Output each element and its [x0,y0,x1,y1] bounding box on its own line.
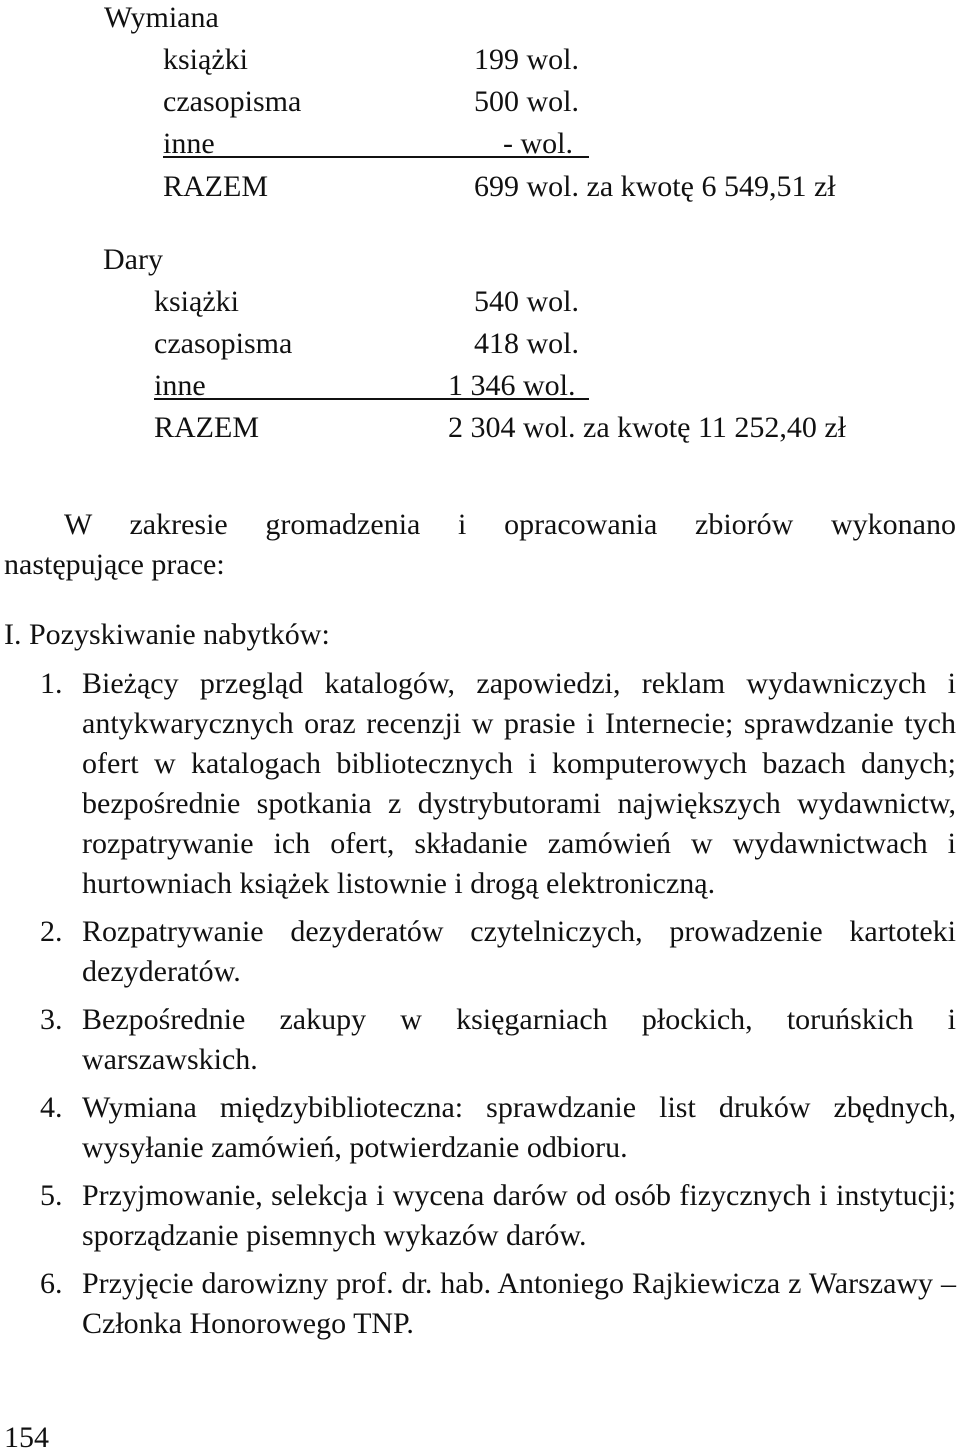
gifts-value-other: 1 346 wol. [448,369,576,402]
list-item-number: 4. [40,1091,63,1124]
list-item-number: 6. [40,1267,63,1300]
exchange-value-periodicals: 500 wol. [474,85,579,118]
gifts-label-periodicals: czasopisma [154,327,293,360]
list-item-text: Rozpatrywanie dezyderatów czytelniczych, prowadzenie kartoteki dezyderatów. [82,915,956,988]
list-item-text: Bezpośrednie zakupy w księgarniach płockich, toruńskich i warszawskich. [82,1003,956,1076]
exchange-label-other: inne [163,127,215,160]
list-item-number: 3. [40,1003,63,1036]
exchange-value-books: 199 wol. [474,43,579,76]
list-item-number: 5. [40,1179,63,1212]
page-number: 154 [4,1421,49,1454]
exchange-label-total: RAZEM [163,170,268,203]
exchange-label-books: książki [163,43,248,76]
list-item [40,664,956,904]
section-heading: I. Pozyskiwanie nabytków: [4,618,330,651]
intro-line-2: następujące prace: [4,548,225,581]
intro-line-1: W zakresie gromadzenia i opracowania zbiorów wykonano [64,508,956,541]
gifts-value-periodicals: 418 wol. [474,327,579,360]
list-item-text: Przyjmowanie, selekcja i wycena darów od osób fizycznych i instytucji; sporządzanie pisemnych wykazów darów. [82,1179,956,1252]
intro-paragraph [4,505,956,585]
gifts-sum-rule [154,398,589,400]
list-item-number: 2. [40,915,63,948]
gifts-label-other: inne [154,369,206,402]
list-item [40,1088,956,1168]
gifts-label-books: książki [154,285,239,318]
list-item-text: Przyjęcie darowizny prof. dr. hab. Antoniego Rajkiewicza z Warszawy – Członka Honorowego TNP. [82,1267,956,1340]
exchange-sum-rule [163,156,589,158]
acquisition-list [40,664,956,1352]
list-item [40,1176,956,1256]
list-item-number: 1. [40,667,63,700]
gifts-heading: Dary [103,243,163,276]
list-item [40,1264,956,1344]
gifts-value-total: 2 304 wol. za kwotę 11 252,40 zł [448,411,846,444]
exchange-heading: Wymiana [104,1,219,34]
list-item-text: Wymiana międzybiblioteczna: sprawdzanie list druków zbędnych, wysyłanie zamówień, potwierdzanie odbioru. [82,1091,956,1164]
gifts-value-books: 540 wol. [474,285,579,318]
exchange-value-other: - wol. [503,127,573,160]
exchange-label-periodicals: czasopisma [163,85,302,118]
gifts-label-total: RAZEM [154,411,259,444]
exchange-value-total: 699 wol. za kwotę 6 549,51 zł [474,170,836,203]
list-item [40,912,956,992]
list-item-text: Bieżący przegląd katalogów, zapowiedzi, reklam wydawniczych i antykwarycznych oraz recenzji w prasie i Internecie; sprawdzanie tych ofert w katalogach bibliotecznych i komputerowych bazach danych; bezpośrednie spotkania z dystrybutorami największych wydawnictw, rozpatrywanie ich ofert, składanie zamówień w wydawnictwach i hurtowniach książek listownie i drogą elektroniczną. [82,667,956,900]
list-item [40,1000,956,1080]
